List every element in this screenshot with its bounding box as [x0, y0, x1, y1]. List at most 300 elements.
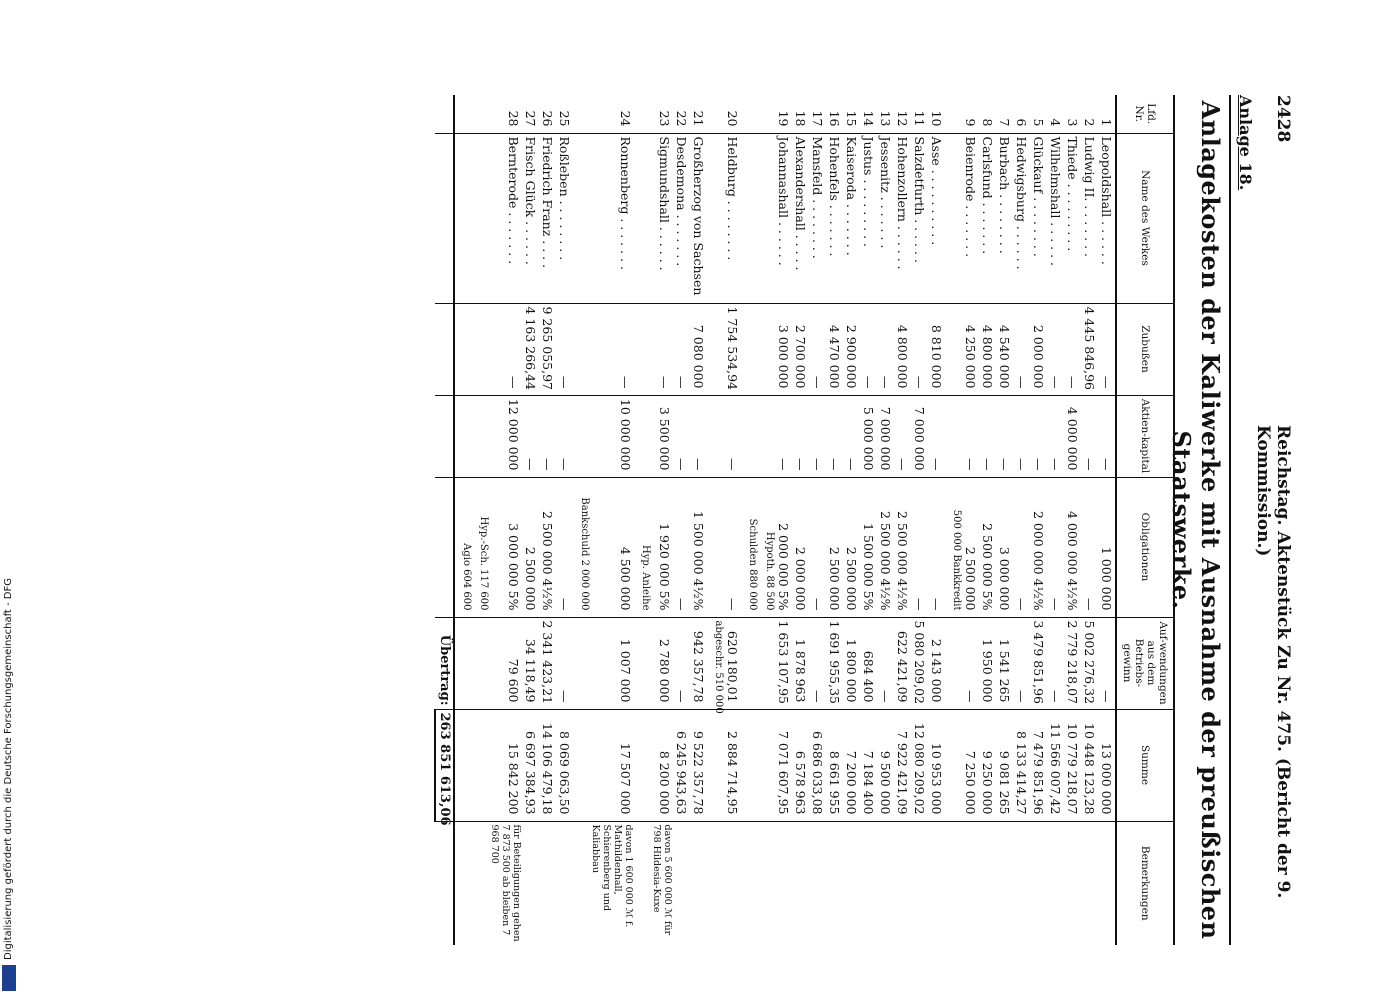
cell-summe	[741, 709, 758, 821]
cell-nr: 6	[1013, 118, 1029, 127]
cell-name: Justus . . . . . . . . .	[860, 133, 877, 303]
cell-oblig: 2 500 000	[522, 477, 539, 617]
cell-summe	[758, 709, 775, 821]
cell-nr: 1	[1098, 118, 1114, 127]
cell-aufw	[573, 617, 590, 709]
cell-aktien: —	[809, 395, 826, 477]
cell-nr: 16	[826, 110, 842, 127]
cell-name	[573, 133, 590, 303]
col-header-nr: Lfd. Nr.	[1116, 95, 1174, 133]
col-header-obligationen: Obligationen	[1116, 477, 1174, 617]
cell-zubussen: —	[489, 303, 522, 395]
cell-zubussen	[741, 303, 758, 395]
cell-bem	[775, 821, 792, 945]
cell-oblig: 2 000 000	[792, 477, 809, 617]
cell-summe: 7 922 421,09	[894, 709, 911, 821]
cell-bem	[809, 821, 826, 945]
cell-summe	[454, 709, 472, 821]
table-row	[539, 95, 556, 945]
cell-aufw: 1 691 955,35	[826, 617, 843, 709]
cell-name: Jessenitz . . . . . . .	[877, 133, 894, 303]
cell-zubussen: —	[1013, 303, 1030, 395]
cell-bem	[690, 821, 707, 945]
cell-name: Kaiseroda . . . . . . .	[843, 133, 860, 303]
cell-aktien: —	[1098, 395, 1116, 477]
cell-oblig: 2 500 000 4½%	[877, 477, 894, 617]
cell-aufw: 5 080 209,02	[911, 617, 928, 709]
cell-summe: 13 000 000	[1098, 709, 1116, 821]
cell-aufw	[741, 617, 758, 709]
table-subrow	[707, 95, 724, 945]
cell-bem	[877, 821, 894, 945]
cell-zubussen: 4 445 846,96	[1081, 303, 1098, 395]
cell-aktien: —	[894, 395, 911, 477]
cell-bem	[556, 821, 573, 945]
cell-aktien: —	[826, 395, 843, 477]
cell-aufw	[945, 617, 962, 709]
cell-aufw: —	[962, 617, 979, 709]
table-row	[996, 95, 1013, 945]
side-credit-text: Digitalisierung gefördert durch die Deutsche Forschungsgemeinschaft - DFG	[3, 577, 14, 960]
cell-oblig: 2 000 000 4½%	[1030, 477, 1047, 617]
cell-summe: 11 566 007,42	[1047, 709, 1064, 821]
cell-oblig: —	[911, 477, 928, 617]
cell-bem	[1013, 821, 1030, 945]
cell-zubussen: 9 265 055,97	[539, 303, 556, 395]
cell-oblig: 3 000 000	[996, 477, 1013, 617]
cell-aktien: —	[996, 395, 1013, 477]
cell-name: Asse . . . . . . . . . .	[928, 133, 945, 303]
table-row	[775, 95, 792, 945]
anlage-label: Anlage 18.	[1236, 95, 1255, 191]
cell-nr: 7	[996, 118, 1012, 127]
cell-name: Frisch Glück . . . . . .	[522, 133, 539, 303]
cell-aktien: —	[690, 395, 707, 477]
table-row	[489, 95, 522, 945]
cell-summe: 7 479 851,96	[1030, 709, 1047, 821]
cell-name: Hohenfels . . . . . . .	[826, 133, 843, 303]
cell-oblig: Hyp.-Sch. 117 600	[472, 477, 489, 617]
cell-zubussen: 4 250 000	[962, 303, 979, 395]
cell-aktien	[741, 395, 758, 477]
cell-nr: 25	[556, 110, 572, 127]
cell-oblig: 2 500 000 4½%	[539, 477, 556, 617]
cell-bem	[1030, 821, 1047, 945]
col-header-name: Name des Werkes	[1116, 133, 1174, 303]
cell-bem	[634, 821, 651, 945]
cell-name	[634, 133, 651, 303]
cell-aktien	[634, 395, 651, 477]
uebertrag-value: 263 851 613,06	[435, 709, 454, 821]
cell-nr	[454, 95, 472, 133]
cell-bem	[724, 821, 741, 945]
cell-name: Leopoldshall . . . . . .	[1098, 133, 1116, 303]
cell-name: Mansfeld . . . . . . . .	[809, 133, 826, 303]
cell-aktien: —	[979, 395, 996, 477]
table-row	[724, 95, 741, 945]
uebertrag-row	[435, 95, 454, 945]
cell-bem: für Beteiligungen gehen 7 873 500 ab bleiben 7 968 700	[489, 821, 522, 945]
cell-summe: 9 500 000	[877, 709, 894, 821]
cell-zubussen: 4 163 266,44	[522, 303, 539, 395]
table-row	[673, 95, 690, 945]
cell-oblig: —	[1047, 477, 1064, 617]
cell-aufw: 34 118,49	[522, 617, 539, 709]
cell-summe: 17 507 000	[590, 709, 634, 821]
table-row	[522, 95, 539, 945]
cell-aktien: 10 000 000	[590, 395, 634, 477]
cell-aufw: 684 400	[860, 617, 877, 709]
cell-aktien: —	[1047, 395, 1064, 477]
cell-aufw: —	[1013, 617, 1030, 709]
cell-nr: 23	[656, 110, 672, 127]
cell-name	[945, 133, 962, 303]
cell-zubussen: 4 800 000	[979, 303, 996, 395]
cell-oblig: 4 500 000	[590, 477, 634, 617]
cell-zubussen: —	[911, 303, 928, 395]
cell-zubussen: 1 754 534,94	[724, 303, 741, 395]
cell-name: Thiede . . . . . . . . .	[1064, 133, 1081, 303]
table-row	[792, 95, 809, 945]
cell-nr: 28	[505, 110, 521, 127]
table-row	[809, 95, 826, 945]
table-subrow	[573, 95, 590, 945]
cell-nr: 24	[617, 110, 633, 127]
cell-aktien: —	[928, 395, 945, 477]
cell-name: Ronnenberg . . . . . . .	[590, 133, 634, 303]
cell-nr: 2	[1081, 118, 1097, 127]
cell-name: Ludwig II. . . . . . . .	[1081, 133, 1098, 303]
cell-nr	[758, 95, 775, 133]
cell-aktien	[454, 395, 472, 477]
cell-oblig: 1 500 000 4½%	[690, 477, 707, 617]
table-row	[1013, 95, 1030, 945]
cell-name: Friedrich Franz . . . .	[539, 133, 556, 303]
cell-bem	[792, 821, 809, 945]
cell-zubussen: —	[651, 303, 673, 395]
cell-aktien: 4 000 000	[1064, 395, 1081, 477]
cell-nr: 4	[1047, 118, 1063, 127]
page-number: 2428	[1273, 95, 1293, 143]
cell-zubussen	[945, 303, 962, 395]
cell-aufw: 1 541 265	[996, 617, 1013, 709]
cell-aufw: 1 653 107,95	[775, 617, 792, 709]
cell-zubussen: 4 540 000	[996, 303, 1013, 395]
cell-bem	[522, 821, 539, 945]
table-row	[590, 95, 634, 945]
cell-bem	[1047, 821, 1064, 945]
cell-oblig: —	[724, 477, 741, 617]
cell-nr: 17	[809, 110, 825, 127]
cell-aktien: —	[843, 395, 860, 477]
table-row	[877, 95, 894, 945]
cell-aktien: —	[539, 395, 556, 477]
cell-summe: 15 842 200	[489, 709, 522, 821]
cell-aktien	[758, 395, 775, 477]
cell-summe: 7 250 000	[962, 709, 979, 821]
table-subrow	[741, 95, 758, 945]
cell-aktien	[945, 395, 962, 477]
cell-zubussen: —	[877, 303, 894, 395]
cell-zubussen: 8 810 000	[928, 303, 945, 395]
table-row	[1064, 95, 1081, 945]
cell-bem	[928, 821, 945, 945]
cell-zubussen: —	[860, 303, 877, 395]
cell-aufw: —	[1047, 617, 1064, 709]
cell-zubussen	[707, 303, 724, 395]
cell-summe: 7 184 400	[860, 709, 877, 821]
cell-nr	[634, 95, 651, 133]
table-header-row	[1116, 95, 1174, 945]
cell-zubussen: 2 900 000	[843, 303, 860, 395]
cell-nr	[472, 95, 489, 133]
cell-zubussen: 2 700 000	[792, 303, 809, 395]
cell-bem	[707, 821, 724, 945]
table-subrow	[945, 95, 962, 945]
cell-aufw: —	[877, 617, 894, 709]
cell-zubussen: —	[590, 303, 634, 395]
cell-oblig: 2 500 000	[843, 477, 860, 617]
cell-name: Heldburg . . . . . . . .	[724, 133, 741, 303]
cell-name	[707, 133, 724, 303]
table-row	[1047, 95, 1064, 945]
cell-oblig: 3 000 000 5%	[489, 477, 522, 617]
cell-summe	[573, 709, 590, 821]
cell-summe	[707, 709, 724, 821]
cell-nr: 18	[792, 110, 808, 127]
cell-oblig: 2 500 000 4½%	[894, 477, 911, 617]
cell-nr: 27	[522, 110, 538, 127]
cell-bem	[758, 821, 775, 945]
table-row	[911, 95, 928, 945]
cell-nr: 8	[979, 118, 995, 127]
cell-oblig: 4 000 000 4½%	[1064, 477, 1081, 617]
cell-oblig: Bankschuld 2 000 000	[573, 477, 590, 617]
cell-bem: davon 5 600 000 ℳ für 798 Hildesia-Kuxe	[651, 821, 673, 945]
table-row	[894, 95, 911, 945]
cell-aktien: 7 000 000	[911, 395, 928, 477]
cell-summe: 7 200 000	[843, 709, 860, 821]
cell-aufw: 3 479 851,96	[1030, 617, 1047, 709]
cell-zubussen	[454, 303, 472, 395]
cell-summe: 2 884 714,95	[724, 709, 741, 821]
cell-summe: 7 071 607,95	[775, 709, 792, 821]
cell-name	[472, 133, 489, 303]
cell-aufw: 5 002 276,32	[1081, 617, 1098, 709]
cell-zubussen: 3 000 000	[775, 303, 792, 395]
cell-nr: 12	[894, 110, 910, 127]
cell-aktien: —	[724, 395, 741, 477]
cell-aufw: 1 800 000	[843, 617, 860, 709]
cell-aufw: 2 143 000	[928, 617, 945, 709]
table-row	[1081, 95, 1098, 945]
cell-summe: 10 779 218,07	[1064, 709, 1081, 821]
cell-oblig: —	[1081, 477, 1098, 617]
col-header-aufwendungen: Auf-wendungen aus dem Betriebs-gewinn	[1116, 617, 1174, 709]
cell-summe: 14 106 479,18	[539, 709, 556, 821]
cell-zubussen: —	[1047, 303, 1064, 395]
cell-zubussen: —	[809, 303, 826, 395]
cell-name: Bernterode . . . . . . .	[489, 133, 522, 303]
cell-aufw: 79 600	[489, 617, 522, 709]
cell-summe: 6 686 033,08	[809, 709, 826, 821]
table-row	[1098, 95, 1116, 945]
cell-nr: 20	[724, 110, 740, 127]
cell-oblig: —	[809, 477, 826, 617]
cell-zubussen	[573, 303, 590, 395]
cell-aufw: 1 878 963	[792, 617, 809, 709]
table-subrow	[454, 95, 472, 945]
cell-name: Alexandershall . . . . .	[792, 133, 809, 303]
cell-bem	[826, 821, 843, 945]
cell-oblig: —	[673, 477, 690, 617]
cell-bem	[673, 821, 690, 945]
cell-aufw: —	[809, 617, 826, 709]
cell-nr: 21	[690, 110, 706, 127]
cell-bem	[573, 821, 590, 945]
cell-name: Johannashall . . . . . .	[775, 133, 792, 303]
journal-title: Reichstag. Aktenstück Zu Nr. 475. (Bericht der 9. Kommission.)	[1253, 425, 1293, 899]
cell-oblig: 1 500 000 5%	[860, 477, 877, 617]
cell-aktien: —	[962, 395, 979, 477]
cell-aktien: 12 000 000	[489, 395, 522, 477]
cell-name: Hohenzollern . . . . . .	[894, 133, 911, 303]
table-row	[843, 95, 860, 945]
cell-bem	[996, 821, 1013, 945]
cell-oblig: 2 500 000	[826, 477, 843, 617]
cell-nr: 15	[843, 110, 859, 127]
cell-oblig: 2 500 000	[962, 477, 979, 617]
cell-zubussen	[634, 303, 651, 395]
cell-aktien	[707, 395, 724, 477]
cell-bem	[454, 821, 472, 945]
uebertrag-label: Übertrag:	[435, 617, 454, 709]
table-row	[928, 95, 945, 945]
cell-nr: 22	[673, 110, 689, 127]
cell-oblig	[707, 477, 724, 617]
cell-aktien	[573, 395, 590, 477]
cell-aufw: —	[673, 617, 690, 709]
cell-aktien	[472, 395, 489, 477]
table-body	[454, 95, 1116, 945]
cell-summe	[634, 709, 651, 821]
cell-name: Roßleben . . . . . . . .	[556, 133, 573, 303]
cell-summe: 6 245 943,63	[673, 709, 690, 821]
cell-name: Wilhelmshall . . . . . .	[1047, 133, 1064, 303]
cell-nr: 19	[775, 110, 791, 127]
cell-aufw: abgeschr. 510 000	[707, 617, 724, 709]
header-rule	[1229, 95, 1231, 945]
cell-zubussen	[472, 303, 489, 395]
cell-nr: 11	[911, 110, 927, 127]
cell-aufw: 2 779 218,07	[1064, 617, 1081, 709]
cell-aufw: 942 357,78	[690, 617, 707, 709]
cell-aktien: 7 000 000	[877, 395, 894, 477]
cell-oblig: —	[556, 477, 573, 617]
col-header-aktienkapital: Aktien-kapital	[1116, 395, 1174, 477]
col-header-bemerkungen: Bemerkungen	[1116, 821, 1174, 945]
cell-summe: 8 661 955	[826, 709, 843, 821]
cell-summe: 8 133 414,27	[1013, 709, 1030, 821]
cell-nr: 26	[539, 110, 555, 127]
cell-aufw: 2 341 423,21	[539, 617, 556, 709]
table-subrow	[472, 95, 489, 945]
cell-nr: 13	[877, 110, 893, 127]
cell-aktien: —	[522, 395, 539, 477]
cell-bem: davon 1 600 000 ℳ f. Mathildenhall, Schierenberg und Kaliabbau	[590, 821, 634, 945]
cell-name: Großherzog von Sachsen	[690, 133, 707, 303]
cell-aktien: —	[673, 395, 690, 477]
cell-zubussen: 7 080 000	[690, 303, 707, 395]
cell-aufw: 2 780 000	[651, 617, 673, 709]
cell-summe: 10 953 000	[928, 709, 945, 821]
table-subrow	[634, 95, 651, 945]
cell-oblig: —	[1013, 477, 1030, 617]
cell-oblig: Schulden 880 000	[741, 477, 758, 617]
cell-summe: 6 697 384,93	[522, 709, 539, 821]
cell-summe: 12 080 209,02	[911, 709, 928, 821]
cell-zubussen: 2 000 000	[1030, 303, 1047, 395]
cell-bem	[843, 821, 860, 945]
cell-aufw: —	[1098, 617, 1116, 709]
cell-summe: 9 522 357,78	[690, 709, 707, 821]
cell-summe: 9 250 000	[979, 709, 996, 821]
cell-nr	[707, 95, 724, 133]
cell-bem	[894, 821, 911, 945]
cell-summe: 9 081 265	[996, 709, 1013, 821]
dfg-logo	[2, 965, 16, 991]
cell-oblig: —	[928, 477, 945, 617]
col-header-summe: Summe	[1116, 709, 1174, 821]
cell-name: Hedwigsburg . . . . . .	[1013, 133, 1030, 303]
cell-nr	[573, 95, 590, 133]
cell-zubussen	[758, 303, 775, 395]
cell-aktien: 5 000 000	[860, 395, 877, 477]
table-row	[556, 95, 573, 945]
cell-nr	[945, 95, 962, 133]
cell-aufw	[472, 617, 489, 709]
cell-aktien: —	[775, 395, 792, 477]
cell-oblig: Hyp. Anleihe	[634, 477, 651, 617]
table-row	[826, 95, 843, 945]
table-row	[962, 95, 979, 945]
cell-summe: 8 069 063,50	[556, 709, 573, 821]
cell-nr: 10	[928, 110, 944, 127]
cell-name: Desdemona . . . . . . .	[673, 133, 690, 303]
cell-oblig: 1 920 000 5%	[651, 477, 673, 617]
table-row	[690, 95, 707, 945]
cell-name: Salzdetfurth . . . . . .	[911, 133, 928, 303]
cell-oblig: 2 000 000 5%	[775, 477, 792, 617]
cell-aufw	[758, 617, 775, 709]
cell-bem	[860, 821, 877, 945]
col-header-zubussen: Zubußen	[1116, 303, 1174, 395]
cell-nr: 14	[860, 110, 876, 127]
cell-nr: 9	[962, 118, 978, 127]
cell-aktien: —	[1013, 395, 1030, 477]
kaliwerke-table	[434, 95, 1175, 945]
cell-name: Burbach . . . . . . . .	[996, 133, 1013, 303]
cell-bem	[539, 821, 556, 945]
cell-aktien: —	[1030, 395, 1047, 477]
cell-name	[758, 133, 775, 303]
cell-summe: 6 578 963	[792, 709, 809, 821]
cell-aufw	[454, 617, 472, 709]
side-credit	[0, 280, 30, 1000]
cell-oblig: 1 000 000	[1098, 477, 1116, 617]
cell-nr	[741, 95, 758, 133]
cell-bem	[1098, 821, 1116, 945]
